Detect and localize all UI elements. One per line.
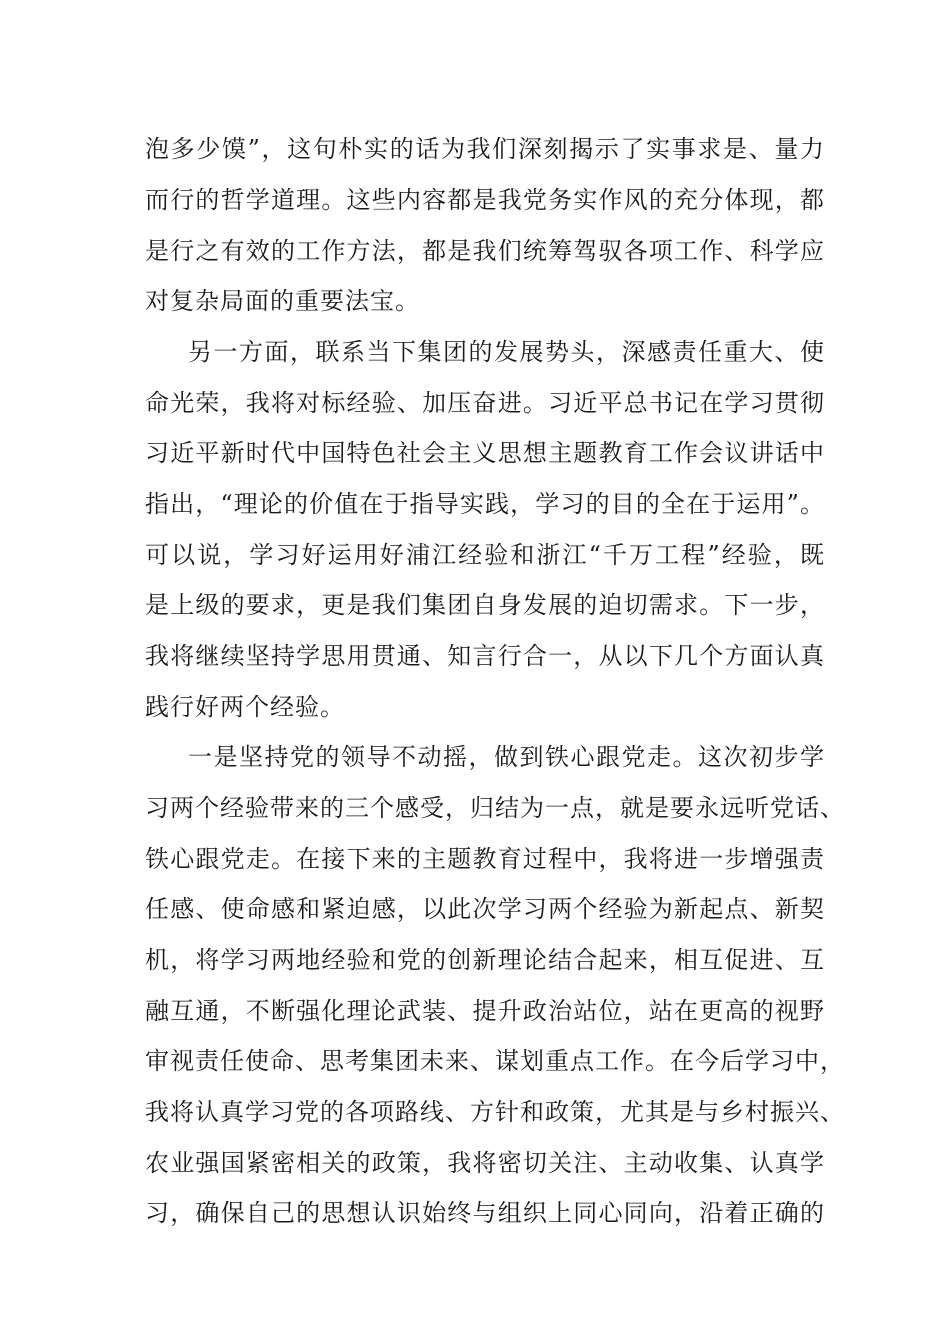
text-line: 命光荣，我将对标经验、加压奋进。习近平总书记在学习贯彻 xyxy=(145,389,825,417)
paragraph-first-line: 一是坚持党的领导不动摇，做到铁心跟党走。这次初步学 xyxy=(188,743,825,771)
text-line: 机，将学习两地经验和党的创新理论结合起来，相互促进、互 xyxy=(145,946,825,974)
text-line: 任感、使命感和紧迫感，以此次学习两个经验为新起点、新契 xyxy=(145,895,825,923)
text-line: 而行的哲学道理。这些内容都是我党务实作风的充分体现，都 xyxy=(145,186,825,214)
text-line: 审视责任使命、思考集团未来、谋划重点工作。在今后学习中， xyxy=(145,1047,845,1075)
text-line: 铁心跟党走。在接下来的主题教育过程中，我将进一步增强责 xyxy=(145,845,825,873)
text-line: 泡多少馍”，这句朴实的话为我们深刻揭示了实事求是、量力 xyxy=(145,135,825,163)
text-line: 践行好两个经验。 xyxy=(145,693,345,721)
text-line: 习，确保自己的思想认识始终与组织上同心同向，沿着正确的 xyxy=(145,1199,825,1227)
text-line: 是上级的要求，更是我们集团自身发展的迫切需求。下一步， xyxy=(145,591,825,619)
paragraph-first-line: 另一方面，联系当下集团的发展势头，深感责任重大、使 xyxy=(188,338,825,366)
text-line: 是行之有效的工作方法，都是我们统筹驾驭各项工作、科学应 xyxy=(145,237,825,265)
text-line: 我将继续坚持学思用贯通、知言行合一，从以下几个方面认真 xyxy=(145,642,825,670)
text-line: 融互通，不断强化理论武装、提升政治站位，站在更高的视野 xyxy=(145,997,825,1025)
text-line: 习近平新时代中国特色社会主义思想主题教育工作会议讲话中 xyxy=(145,439,825,467)
text-line: 可以说，学习好运用好浦江经验和浙江“千万工程”经验，既 xyxy=(145,541,825,569)
text-line: 我将认真学习党的各项路线、方针和政策，尤其是与乡村振兴、 xyxy=(145,1098,845,1126)
text-line: 指出，“理论的价值在于指导实践，学习的目的全在于运用”。 xyxy=(145,490,825,518)
text-line: 对复杂局面的重要法宝。 xyxy=(145,287,420,315)
text-line: 农业强国紧密相关的政策，我将密切关注、主动收集、认真学 xyxy=(145,1149,825,1177)
text-line: 习两个经验带来的三个感受，归结为一点，就是要永远听党话、 xyxy=(145,794,845,822)
